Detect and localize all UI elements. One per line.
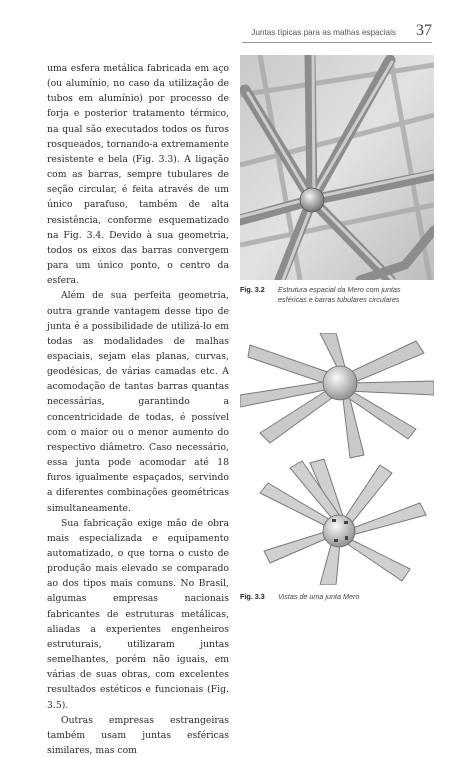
paragraph: Além de sua perfeita geometria, outra grande vantagem desse tipo de junta é a possibilidade de utilizá-lo em todas as modalidades de malhas espaciais, sejam elas planas, curvas, geodésicas, de várias camadas etc. A acomodação de tantas barras quantas necessárias, garantindo a concentricidade de todas, é possível com o maior ou o menor aumento do respectivo diâmetro. Caso necessário, essa junta pode acomodar até 18 furos igualmente espaçados, servindo a diferentes combinações geométricas simultaneamente.	[47, 290, 229, 514]
caption-text: Vistas de uma junta Mero	[278, 592, 360, 601]
paragraph: Outras empresas estrangeiras também usam juntas esféricas similares, mas com	[47, 714, 229, 757]
figure-label: Fig. 3.3	[240, 592, 265, 601]
body-text	[47, 61, 229, 758]
running-title: Juntas típicas para as malhas espaciais	[251, 28, 396, 37]
mero-joint-views-illustration	[240, 333, 434, 585]
figure-3-3-photo	[240, 333, 434, 585]
figure-label: Fig. 3.2	[240, 285, 265, 294]
space-frame-illustration	[240, 55, 434, 280]
page-number: 37	[416, 22, 432, 39]
caption-text: Estrutura espacial da Mero com juntas esféricas e barras tubulares circulares	[278, 285, 401, 304]
paragraph: Sua fabricação exige mão de obra mais especializada e equipamento automatizado, o que torna o custo de produção mais elevado se comparado ao dos tipos mais comuns. No Brasil, algumas empresas nacionais fabricantes de estruturas metálicas, aliadas a experientes engenheiros estruturais, utilizaram juntas semelhantes, porém não iguais, em várias de suas obras, com excelentes resultados estéticos e funcionais (Fig. 3.5).	[47, 517, 229, 711]
header-rule	[242, 42, 432, 43]
figure-3-2-photo	[240, 55, 434, 280]
paragraph: uma esfera metálica fabricada em aço (ou alumínio, no caso da utilização de tubos em alumínio) por processo de forja e posterior tratamento térmico, na qual são executados todos os furos rosqueados, tornando-a extremamente resistente e bela (Fig. 3.3). A ligação com as barras, sempre tubulares de seção circular, é feita através de um único parafuso, também de alta resistência, conforme esquematizado na Fig. 3.4. Devido à sua geometria, todos os eixos das barras convergem para um único ponto, o centro da esfera.	[47, 63, 229, 287]
page-header	[242, 24, 432, 44]
